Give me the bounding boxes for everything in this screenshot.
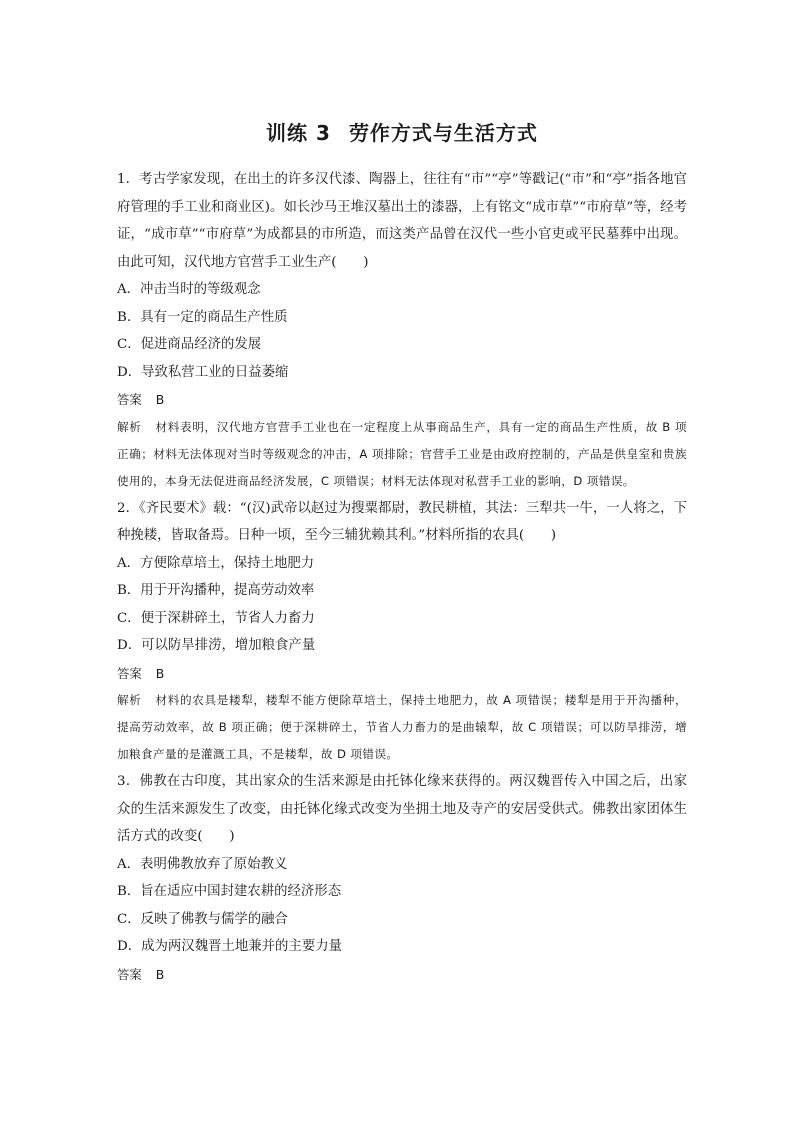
- question-stem: 2．《齐民要术》载：“(汉)武帝以赵过为搜粟都尉，教民耕植，其法：三犁共一牛，一人将之，下种挽耧，皆取备焉。日种一顷，至今三辅犹赖其利。”材料所指的农具( ): [117, 500, 687, 543]
- option-a: A．表明佛教放弃了原始教义: [117, 856, 288, 872]
- title-number: 训练 3: [266, 121, 331, 145]
- question-1: [117, 166, 687, 495]
- question-3: [117, 768, 687, 988]
- analysis-text: 材料表明，汉代地方官营手工业也在一定程度上从事商品生产，具有一定的商品生产性质，故 B 项正确；材料无法体现对当时等级观念的冲击，A 项排除；官营手工业是由政府控制的，产品是供皇室和贵族使用的，本身无法促进商品经济发展，C 项错误；材料无法体现对私营手工业的影响，D 项错误。: [117, 419, 687, 488]
- option-c: C．便于深耕碎土，节省人力畜力: [117, 610, 315, 626]
- option-c: C．反映了佛教与儒学的融合: [117, 911, 288, 927]
- answer-label: 答案: [117, 392, 142, 407]
- question-stem: 3．佛教在古印度，其出家众的生活来源是由托钵化缘来获得的。两汉魏晋传入中国之后，出家众的生活来源发生了改变，由托钵化缘式改变为坐拥土地及寺产的安居受供式。佛教出家团体生活方式的改变( ): [117, 774, 687, 844]
- answer-value: B: [155, 665, 165, 681]
- analysis-paragraph: [117, 414, 687, 495]
- option-b: B．具有一定的商品生产性质: [117, 309, 288, 325]
- option-a: A．冲击当时的等级观念: [117, 282, 261, 297]
- analysis-text: 材料的农具是耧犁，耧犁不能方便除草培土，保持土地肥力，故 A 项错误；耧犁是用于开沟播种，提高劳动效率，故 B 项正确；便于深耕碎土，节省人力畜力的是曲辕犁，故 C 项错误；可以防旱排涝，增加粮食产量的是灌溉工具，不是耧犁，故 D 项错误。: [117, 693, 687, 761]
- analysis-label: 解析: [117, 693, 142, 707]
- answer-line: [117, 660, 687, 688]
- option-d: D．导致私营工业的日益萎缩: [117, 364, 289, 380]
- answer-value: B: [155, 392, 165, 407]
- option-c: C．促进商品经济的发展: [117, 337, 262, 352]
- answer-line: [117, 386, 687, 414]
- option-d: D．成为两汉魏晋土地兼并的主要力量: [117, 939, 342, 954]
- title-text: 劳作方式与生活方式: [348, 121, 538, 145]
- analysis-label: 解析: [117, 419, 142, 434]
- document-page: [117, 118, 687, 988]
- answer-line: [117, 961, 687, 989]
- answer-value: B: [155, 966, 165, 982]
- analysis-paragraph: [117, 687, 687, 768]
- option-b: B．用于开沟播种，提高劳动效率: [117, 583, 315, 598]
- answer-label: 答案: [117, 966, 142, 982]
- question-stem: 1．考古学家发现，在出土的许多汉代漆、陶器上，往往有“市”“亭”等戳记(“市”和“亭”指各地官府管理的手工业和商业区)。如长沙马王堆汉墓出土的漆器，上有铭文“成市草”“市府草”等，经考证，“成市草”“市府草”为成都县的市所造，而这类产品曾在汉代一些小官吏或平民墓葬中出现。由此可知，汉代地方官营手工业生产( ): [117, 172, 687, 270]
- option-a: A．方便除草培土，保持土地肥力: [117, 555, 315, 571]
- question-2: [117, 495, 687, 769]
- option-d: D．可以防旱排涝，增加粮食产量: [117, 638, 316, 653]
- page-title: [117, 118, 687, 148]
- option-b: B．旨在适应中国封建农耕的经济形态: [117, 884, 342, 899]
- answer-label: 答案: [117, 665, 142, 681]
